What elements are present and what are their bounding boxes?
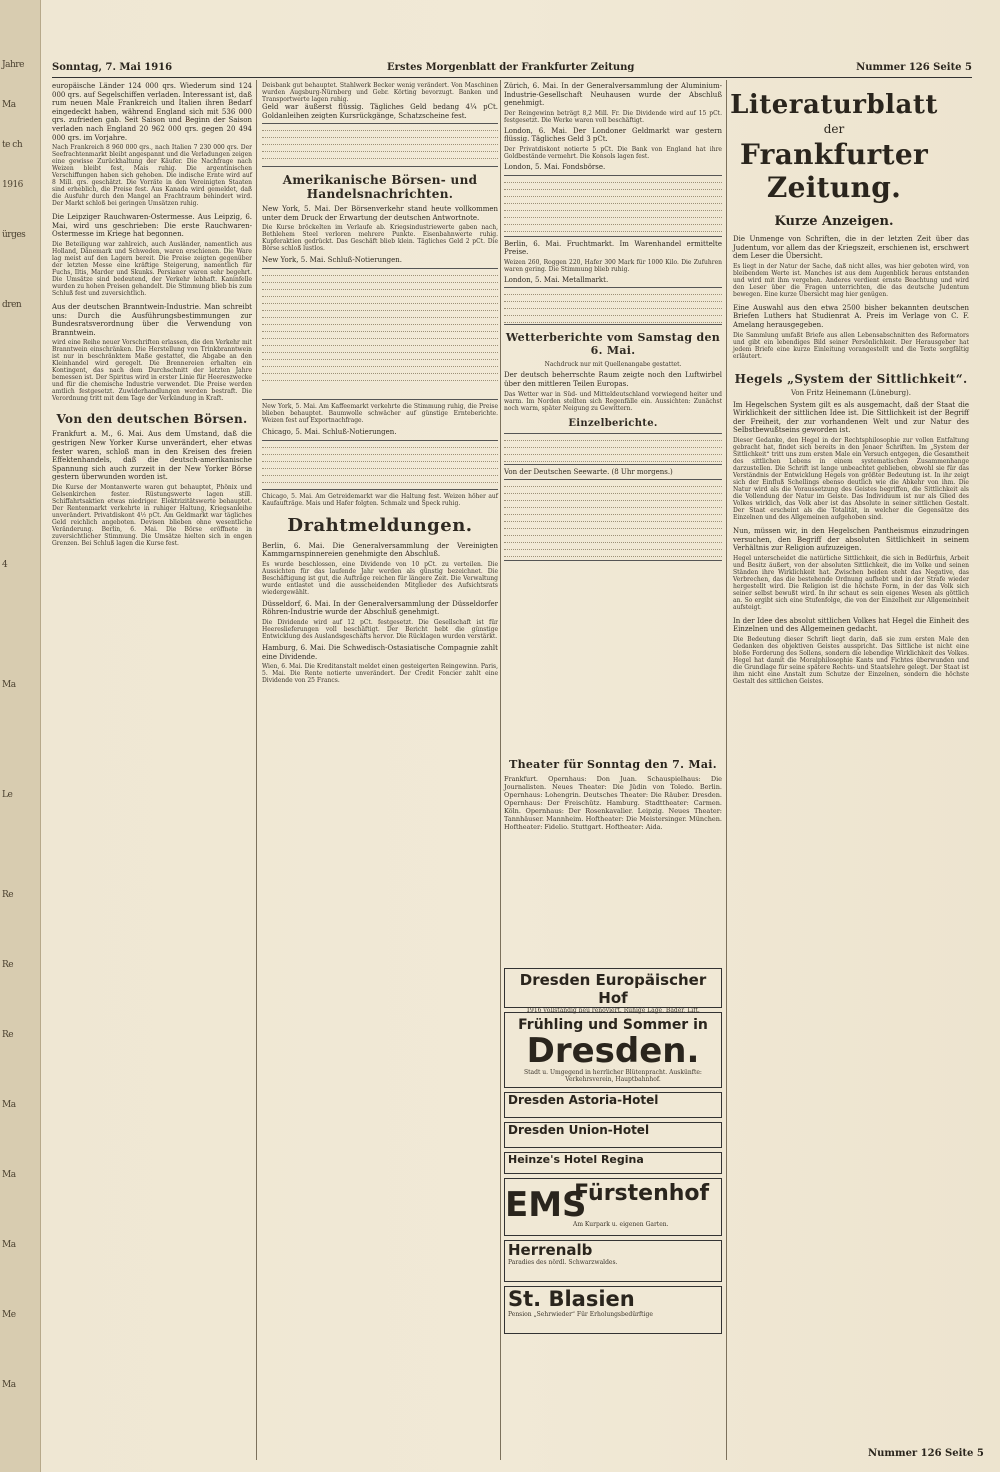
article-paragraph: In der Idee des absolut sittlichen Volkes hat Hegel die Einheit des Einzelnen und des Allgemeinen gedacht. xyxy=(733,616,969,634)
article-paragraph: Berlin, 6. Mai. Fruchtmarkt. Im Warenhandel ermittelte Preise. xyxy=(504,239,722,257)
article-paragraph: Von der Deutschen Seewarte. (8 Uhr morgens.) xyxy=(504,467,673,476)
body-text: Chicago, 5. Mai. Am Getreidemarkt war die Haltung fest. Weizen höher auf Kaufaufträge. Mais und Hafer folgten. Schmalz und Speck ruhig. xyxy=(262,492,498,507)
section-heading: Hegels „System der Sittlichkeit“. xyxy=(734,371,968,386)
section-heading: Amerikanische Börsen- und Handelsnachrichten. xyxy=(282,173,478,202)
left-binding-gutter xyxy=(0,0,41,1472)
article-paragraph: New York, 5. Mai. Schluß-Notierungen. xyxy=(262,256,402,265)
body-text: Die Sammlung umfaßt Briefe aus allen Lebensabschnitten des Reformators und gibt ein lebendiges Bild seiner Persönlichkeit. Der Herausgeber hat jedem Briefe eine kurze Einleitung vorangestellt und die Texte sorgfältig erläutert. xyxy=(733,331,969,360)
ad-ems-fuerstenhof xyxy=(504,1178,722,1236)
ad-title: Dresden Astoria-Hotel xyxy=(508,1093,659,1107)
ad-text: Stadt u. Umgegend in herrlicher Blütenpracht. Auskünfte: Verkehrsverein, Hauptbahnhof. xyxy=(524,1069,702,1083)
ad-title: EMS xyxy=(505,1185,587,1225)
gutter-fragment: Ma xyxy=(2,1100,16,1110)
london-metal-table xyxy=(504,287,722,325)
lit-title-line2: der xyxy=(823,122,845,136)
section-heading: Drahtmeldungen. xyxy=(287,514,473,536)
lit-title-line3: Frankfurter Zeitung. xyxy=(740,138,928,204)
article-paragraph: New York, 5. Mai. Der Börsenverkehr stand heute vollkommen unter dem Druck der Erwartung der deutschen Antwortnote. xyxy=(262,205,498,222)
gutter-fragment: Ma xyxy=(2,1170,16,1180)
gutter-fragment: Re xyxy=(2,960,14,970)
column-divider xyxy=(256,80,257,1460)
body-text: wird eine Reihe neuer Vorschriften erlassen, die den Verkehr mit Branntwein einschränken. Die Herstellung von Trinkbranntwein ist nur in beschränktem Maße gestattet, die Abgabe an den Kleinhandel wird geregelt. Die Brennereien erhalten ein Kontingent, das nach dem Durchschnitt der letzten Jahre bemessen ist. Der Spiritus wird in erster Linie für Heereszwecke und für die chemische Industrie verwendet. Die Preise werden amtlich festgesetzt. Zuwiderhandlungen werden bestraft. Die Verordnung tritt mit dem Tage der Verkündung in Kraft. xyxy=(52,339,252,403)
seewarte-table xyxy=(504,479,722,561)
ad-title: Heinze's Hotel Regina xyxy=(508,1153,644,1166)
ad-dresden-fruehling xyxy=(504,1012,722,1088)
article-paragraph: Der deutsch beherrschte Raum zeigte noch den Luftwirbel über den mittleren Teilen Europas. xyxy=(504,371,722,388)
ad-text: Paradies des nördl. Schwarzwaldes. xyxy=(508,1259,618,1266)
column-4 xyxy=(733,235,969,1440)
header-date: Sonntag, 7. Mai 1916 xyxy=(52,62,173,73)
exchange-table xyxy=(262,123,498,167)
body-text: Dieser Gedanke, den Hegel in der Rechtsphilosophie zur vollen Entfaltung gebracht hat, findet sich bereits in den Jenaer Schriften. Im „System der Sittlichkeit“ tritt uns zum ersten Male ein Versuch entgegen, die Gesamtheit des sittlichen Lebens in einem systematischen Zusammenhange darzustellen. Die Schrift ist lange unbeachtet geblieben, obwohl sie für das Verständnis der Entwicklung Hegels von größter Bedeutung ist. In ihr zeigt sich der Einfluß Schellings ebenso deutlich wie die Abkehr von ihm. Die Natur wird als die Voraussetzung des Geistes begriffen, die Sittlichkeit als die Vollendung der Natur im Geiste. Das Individuum ist nur als Glied des Volkes wirklich, das Volk aber ist das Absolute in seiner sittlichen Gestalt. Der Staat erscheint als die Totalität, in welcher die Gegensätze des Einzelnen und des Allgemeinen aufgehoben sind. xyxy=(733,436,969,521)
article-paragraph: Aus der deutschen Branntwein-Industrie. Man schreibt uns: Durch die Ausführungsbestimmungen zur Bundesratsverordnung über die Verwendung von Branntwein. xyxy=(52,302,252,337)
column-2 xyxy=(262,82,498,1442)
body-text: Die Beteiligung war zahlreich, auch Ausländer, namentlich aus Holland, Dänemark und Schweden, waren erschienen. Die Ware lag meist auf den Lagern bereit. Die Preise zeigten gegenüber der letzten Messe eine kräftige Steigerung, namentlich für Fuchs, Iltis, Marder und Skunks. Persianer waren sehr begehrt. Die Umsätze sind bedeutend, der Verkehr lebhaft. Kaninfelle wurden zu hohen Preisen gehandelt. Die Stimmung blieb bis zum Schluß fest und zuversichtlich. xyxy=(52,240,252,297)
ad-dresden-astoria xyxy=(504,1092,722,1118)
section-heading: Theater für Sonntag den 7. Mai. xyxy=(509,758,717,771)
gutter-fragment: Le xyxy=(2,790,13,800)
gutter-fragment: Re xyxy=(2,1030,14,1040)
theater-text: Frankfurt. Opernhaus: Don Juan. Schauspielhaus: Die Journalisten. Neues Theater: Die Jüdin von Toledo. Berlin. Opernhaus: Lohengrin. Deutsches Theater: Die Räuber. Dresden. Opernhaus: Der Freischütz. Hamburg. Stadttheater: Carmen. Köln. Opernhaus: Der Rosenkavalier. Leipzig. Neues Theater: Tannhäuser. Mannheim. Hoftheater: Die Meistersinger. München. Hoftheater: Fidelio. Stuttgart. Hoftheater: Aida. xyxy=(504,775,722,831)
ad-st-blasien xyxy=(504,1286,722,1334)
article-paragraph: London, 6. Mai. Der Londoner Geldmarkt war gestern flüssig. Tägliches Geld 3 pCt. xyxy=(504,126,722,144)
body-text: Weizen 260, Roggen 220, Hafer 300 Mark für 1000 Kilo. Die Zufuhren waren gering. Die Stimmung blieb ruhig. xyxy=(504,258,722,273)
gutter-fragment: Ma xyxy=(2,1240,16,1250)
body-text: Die Kurse bröckelten im Verlaufe ab. Kriegsindustriewerte gaben nach, Bethlehem Steel verloren mehrere Punkte. Eisenbahnwerte ruhig. Kupferaktien gedrückt. Das Geschäft blieb klein. Tägliches Geld 2 pCt. Die Börse schloß lustlos. xyxy=(262,224,498,253)
article-paragraph: London, 5. Mai. Fondsbörse. xyxy=(504,162,606,171)
article-paragraph: Die Unmenge von Schriften, die in der letzten Zeit über das Judentum, vor allem das der Kriegszeit, erschienen ist, erschwert dem Leser die Übersicht. xyxy=(733,235,969,261)
literaturblatt-masthead xyxy=(700,90,968,229)
article-paragraph: London, 5. Mai. Metallmarkt. xyxy=(504,275,609,284)
body-text: Die Dividende wird auf 12 pCt. festgesetzt. Die Gesellschaft ist für Heereslieferungen voll beschäftigt. Der Bericht hebt die günstige Entwicklung des Auslandsgeschäfts hervor. Die Rücklagen wurden verstärkt. xyxy=(262,618,498,640)
ad-hotel-regina xyxy=(504,1152,722,1174)
header-page-number: Nummer 126 Seite 5 xyxy=(856,62,972,73)
section-heading: Einzelberichte. xyxy=(568,417,658,429)
ad-title: Dresden Union-Hotel xyxy=(508,1123,650,1137)
body-text: Das Wetter war in Süd- und Mitteldeutschland vorwiegend heiter und warm. Im Norden stellten sich Regenfälle ein. Aussichten: Zunächst noch warm, später Neigung zu Gewittern. xyxy=(504,390,722,412)
weather-local-table xyxy=(504,433,722,465)
ad-title: Dresden Europäischer Hof xyxy=(519,971,707,1007)
article-paragraph: Die Leipziger Rauchwaren-Ostermesse. Aus Leipzig, 6. Mai, wird uns geschrieben: Die erste Rauchwaren-Ostermesse im Kriege hat begonnen. xyxy=(52,213,252,239)
body-text: Hegel unterscheidet die natürliche Sittlichkeit, die sich in Bedürfnis, Arbeit und Besitz äußert, von der absoluten Sittlichkeit, die im Volke und seinen Ständen ihre Wirklichkeit hat. Zwischen beiden steht das Negative, das Verbrechen, das die bestehende Ordnung aufhebt und in der Strafe wieder hergestellt wird. Die Religion ist die höchste Form, in der das Volk sich seiner selbst bewußt wird. In ihr schaut es sein eigenes Wesen als göttlich an. So ergibt sich eine Stufenfolge, die von der Einzelheit zur Allgemeinheit aufsteigt. xyxy=(733,554,969,611)
body-text: Die Kurse der Montanwerte waren gut behauptet, Phönix und Gelsenkirchen fester. Rüstungswerte lagen still. Schiffahrtsaktien etwas niedriger. Elektrizitätswerte behauptet. Der Rentenmarkt verkehrte in ruhiger Haltung, Kriegsanleihe unverändert. Privatdiskont 4½ pCt. Am Geldmarkt war tägliches Geld reichlich angeboten. Devisen blieben ohne wesentliche Veränderung. Berlin, 6. Mai. Die Börse eröffnete in zuversichtlicher Stimmung. Die Umsätze hielten sich in engen Grenzen. Bei Schluß lagen die Kurse fest. xyxy=(52,483,252,547)
ad-title: St. Blasien xyxy=(508,1287,635,1311)
gutter-fragment: Ma xyxy=(2,680,16,690)
column-1 xyxy=(52,82,252,1442)
gutter-fragment: 1916 xyxy=(2,180,23,190)
article-paragraph: Chicago, 5. Mai. Schluß-Notierungen. xyxy=(262,427,397,436)
gutter-fragment: ürges xyxy=(2,230,26,240)
chicago-quotes-table xyxy=(262,440,498,490)
body-text: Es liegt in der Natur der Sache, daß nicht alles, was hier geboten wird, von bleibendem Werte ist. Manches ist aus dem Augenblick heraus entstanden und wird mit ihm vergehen. Anderes verdient ernste Beachtung und wird den Leser über die Fragen unterrichten, die das deutsche Judentum bewegen. Eine kurze Übersicht mag hier genügen. xyxy=(733,262,969,298)
page-footer: Nummer 126 Seite 5 xyxy=(868,1448,984,1459)
gutter-fragment: dren xyxy=(2,300,22,310)
lit-section-title: Kurze Anzeigen. xyxy=(774,214,894,229)
ad-text: Am Kurpark u. eigenen Garten. xyxy=(573,1221,669,1228)
section-heading: Wetterberichte vom Samstag den 6. Mai. xyxy=(505,331,721,358)
advertisements xyxy=(504,968,722,1338)
header-masthead: Erstes Morgenblatt der Frankfurter Zeitung xyxy=(387,62,635,73)
body-text: Es wurde beschlossen, eine Dividende von 10 pCt. zu verteilen. Die Aussichten für das laufende Jahr werden als günstig bezeichnet. Die Beschäftigung ist gut, die Aufträge reichen für längere Zeit. Die Verwaltung wurde entlastet und die ausscheidenden Mitglieder des Aufsichtsrats wiedergewählt. xyxy=(262,560,498,596)
article-paragraph: Geld war äußerst flüssig. Tägliches Geld bedang 4¼ pCt. Goldanleihen zeigten Kursrückgänge, Schatzscheine fest. xyxy=(262,103,498,120)
body-text: Der Reingewinn beträgt 8,2 Mill. Fr. Die Dividende wird auf 15 pCt. festgesetzt. Die Werke waren voll beschäftigt. xyxy=(504,109,722,124)
column-3 xyxy=(504,82,722,754)
article-paragraph: Nun, müssen wir, in den Hegelschen Pantheismus einzudringen versuchen, den Begriff der absoluten Sittlichkeit in seinem Verhältnis zur Religion aufzuzeigen. xyxy=(733,526,969,553)
body-text: Nach Frankreich 8 960 000 qrs., nach Italien 7 230 000 qrs. Der Seefrachtenmarkt bleibt angespannt und die Verladungen zeigen eine gewisse Zurückhaltung der Käufer. Die Nachfrage nach Weizen bleibt fest, Mais ruhig. Die argentinischen Verschiffungen haben sich gehoben. Die indische Ernte wird auf 8 Mill. qrs. geschätzt. Die Vorräte in den Vereinigten Staaten sind erheblich, die Preise fest. Aus Kanada wird gemeldet, daß die Ausfuhr durch den Mangel an Frachtraum behindert wird. Der Markt schloß bei geringen Umsätzen ruhig. xyxy=(52,144,252,208)
column-divider xyxy=(726,80,727,1460)
article-paragraph: Berlin, 6. Mai. Die Generalversammlung der Vereinigten Kammgarnspinnereien genehmigte den Abschluß. xyxy=(262,541,498,559)
ad-title: Fürstenhof xyxy=(574,1181,710,1206)
gutter-fragment: Ma xyxy=(2,1380,16,1390)
gutter-fragment: 4 xyxy=(2,560,8,570)
gutter-fragment: Re xyxy=(2,890,14,900)
article-paragraph: Eine Auswahl aus den etwa 2500 bisher bekannten deutschen Briefen Luthers hat Studienrat A. Preis im Verlage von C. F. Amelang herausgegeben. xyxy=(733,303,969,329)
page-header xyxy=(52,62,972,76)
body-text: Der Privatdiskont notierte 5 pCt. Die Bank von England hat ihre Goldbestände vermehrt. Die Konsols lagen fest. xyxy=(504,145,722,160)
section-heading: Von den deutschen Börsen. xyxy=(56,412,248,427)
ad-dresden-union xyxy=(504,1122,722,1148)
lit-title-line1: Literaturblatt xyxy=(730,90,938,120)
ad-herrenalb xyxy=(504,1240,722,1282)
article-paragraph: Hamburg, 6. Mai. Die Schwedisch-Ostasiatische Compagnie zahlt eine Dividende. xyxy=(262,643,498,661)
article-paragraph: Zürich, 6. Mai. In der Generalversammlung der Aluminium-Industrie-Gesellschaft Neuhausen wurde der Abschluß genehmigt. xyxy=(504,82,722,108)
article-paragraph: Düsseldorf, 6. Mai. In der Generalversammlung der Düsseldorfer Röhren-Industrie wurde der Abschluß genehmigt. xyxy=(262,599,498,617)
gutter-fragment: Ma xyxy=(2,100,16,110)
ad-line: Frühling und Sommer in xyxy=(518,1017,708,1033)
ad-dresden-europaeischer-hof xyxy=(504,968,722,1014)
column-divider xyxy=(500,80,501,1460)
theater-listing xyxy=(504,758,722,963)
body-text: Deisbank gut behauptet. Stahlwerk Becker wenig verändert. Von Maschinen wurden Augsburg-Nürnberg und Gebr. Körting bevorzugt. Banken und Transportwerte lagen ruhig. xyxy=(262,82,498,103)
article-paragraph: Im Hegelschen System gilt es als ausgemacht, daß der Staat die Wirklichkeit der sittlichen Idee ist. Die Sittlichkeit ist der Begriff der Freiheit, der zur vorhandenen Welt und zur Natur des Selbstbewußtseins geworden ist. xyxy=(733,400,969,435)
body-text: Wien, 6. Mai. Die Kreditanstalt meldet einen gesteigerten Reingewinn. Paris, 5. Mai. Die Rente notierte unverändert. Der Credit Foncier zahlt eine Dividende von 25 Francs. xyxy=(262,663,498,685)
article-paragraph: europäische Länder 124 000 qrs. Wiederum sind 124 000 qrs. auf Segelschiffen verladen. Interessant ist, daß rum neuen Male Frankreich und Italien ihren Bedarf eingedeckt haben, während England sich mit 536 000 qrs. zufrieden gab. Seit Saison und Beginn der Saison verladen nach England 20 962 000 qrs. gegen 20 494 000 qrs. im Vorjahre. xyxy=(52,82,252,142)
body-text: Die Bedeutung dieser Schrift liegt darin, daß sie zum ersten Male den Gedanken des objektiven Geistes ausspricht. Das Sittliche ist nicht eine bloße Forderung des Sollens, sondern die lebendige Wirklichkeit des Volkes. Hegel hat damit die Moralphilosophie Kants und Fichtes überwunden und die Grundlage für seine spätere Rechts- und Staatslehre gelegt. Der Staat ist ihm nicht eine Anstalt zum Schutze der Einzelnen, sondern die höchste Gestalt des sittlichen Geistes. xyxy=(733,635,969,685)
gutter-fragment: te ch xyxy=(2,140,23,150)
ad-text: 1916 vollständig neu renoviert. Ruhige Lage, Bäder, Lift. xyxy=(526,1007,700,1014)
newyork-quotes-table xyxy=(262,268,498,400)
body-text: New York, 5. Mai. Am Kaffeemarkt verkehrte die Stimmung ruhig, die Preise blieben behauptet. Baumwolle schwächer auf günstige Ernteberichte. Weizen fest auf Exportnachfrage. xyxy=(262,402,498,424)
article-paragraph: Frankfurt a. M., 6. Mai. Aus dem Umstand, daß die gestrigen New Yorker Kurse unverändert, eher etwas fester waren, schloß man in den Kreisen des freien Effektenhandels, daß die deutsch-amerikanische Spannung sich auch zurzeit in der New Yorker Börse gestern überwunden worden ist. xyxy=(52,430,252,482)
gutter-fragment: Jahre xyxy=(2,60,24,70)
london-fonds-table xyxy=(504,175,722,237)
ad-title: Herrenalb xyxy=(508,1241,593,1259)
header-rule xyxy=(52,77,972,78)
ad-text: Pension „Sehrwieder“ Für Erholungsbedürftige xyxy=(508,1311,653,1318)
article-author: Von Fritz Heinemann (Lüneburg). xyxy=(790,388,912,397)
ad-title: Dresden. xyxy=(526,1031,700,1071)
weather-subhead: Nachdruck nur mit Quellenangabe gestattet. xyxy=(544,361,682,369)
gutter-fragment: Me xyxy=(2,1310,16,1320)
